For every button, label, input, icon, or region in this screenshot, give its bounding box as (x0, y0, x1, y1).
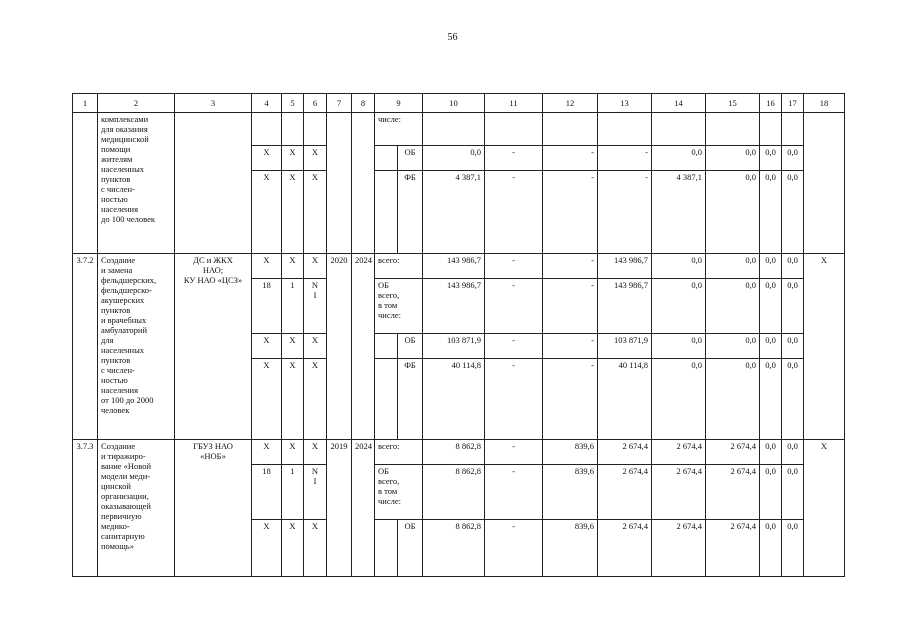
measure-name-line: человек (101, 405, 130, 416)
row-number: 3.7.3 (73, 440, 98, 577)
table-row (73, 113, 845, 146)
value-col11: - (485, 440, 543, 465)
indicator-col6 (304, 279, 327, 334)
indicator-col4: X (252, 520, 282, 577)
indicator-col4: 18 (252, 279, 282, 334)
measure-name-line: для оказания (101, 124, 148, 135)
value-col16: 0,0 (760, 359, 782, 440)
measure-name-line: санитарную (101, 531, 145, 542)
measure-name-line: модели меди- (101, 471, 151, 482)
indicator-col6: X (304, 146, 327, 171)
executor-line: «НОБ» (200, 451, 226, 462)
value-col13: 103 871,9 (598, 334, 652, 359)
indicator-col5: X (282, 359, 304, 440)
indicator-col5: X (282, 440, 304, 465)
value-col15: 0,0 (706, 279, 760, 334)
indicator-line: X (311, 521, 319, 531)
indicator-col6 (304, 254, 327, 279)
year-start (327, 113, 352, 254)
measure-name (98, 113, 175, 254)
header-cell: 16 (760, 94, 782, 113)
measure-name-line: с числен- (101, 365, 135, 376)
indicator-col4: X (252, 359, 282, 440)
value-col16: 0,0 (760, 146, 782, 171)
indicator-col4: X (252, 440, 282, 465)
value-col13: 40 114,8 (598, 359, 652, 440)
measure-name-line: с числен- (101, 184, 135, 195)
header-cell: 3 (175, 94, 252, 113)
header-cell: 15 (706, 94, 760, 113)
table-row (73, 440, 845, 465)
year-end (352, 113, 375, 254)
value-col16 (760, 113, 782, 146)
value-col16: 0,0 (760, 334, 782, 359)
measure-name-line: населения (101, 204, 138, 215)
measure-name-line: амбулаторий (101, 325, 148, 336)
value-col15: 0,0 (706, 146, 760, 171)
value-col17: 0,0 (782, 279, 804, 334)
value-col10 (423, 113, 485, 146)
value-col15 (706, 113, 760, 146)
measure-name-line: фельдшерских, (101, 275, 157, 286)
value-col11: - (485, 279, 543, 334)
value-col10: 8 862,8 (423, 440, 485, 465)
header-cell: 18 (804, 94, 845, 113)
header-cell: 2 (98, 94, 175, 113)
measure-name-line: медико- (101, 521, 130, 532)
funding-source-indent (375, 334, 398, 359)
value-col10: 0,0 (423, 146, 485, 171)
indicator-col5: 1 (282, 279, 304, 334)
value-col12: - (543, 279, 598, 334)
row-number: 3.7.2 (73, 254, 98, 440)
page-number: 56 (447, 32, 458, 43)
executor (175, 440, 252, 577)
measure-name-line: пунктов (101, 355, 131, 366)
header-cell: 17 (782, 94, 804, 113)
value-col15: 2 674,4 (706, 440, 760, 465)
value-col15: 0,0 (706, 334, 760, 359)
funding-source-label (375, 465, 423, 520)
measure-name-line: вание «Новой (101, 461, 152, 472)
table-body (73, 113, 845, 577)
indicator-col4: X (252, 254, 282, 279)
value-col14: 2 674,4 (652, 520, 706, 577)
value-col12: - (543, 254, 598, 279)
funding-source: ОБ (398, 334, 423, 359)
measure-name-line: Создание (101, 255, 136, 265)
header-cell: 4 (252, 94, 282, 113)
header-cell: 1 (73, 94, 98, 113)
measure-name (98, 254, 175, 440)
value-col17 (782, 113, 804, 146)
measure-name-line: и замена (101, 265, 133, 276)
value-col15: 2 674,4 (706, 465, 760, 520)
measure-name (98, 440, 175, 577)
value-col15: 0,0 (706, 171, 760, 254)
measure-name-line: населенных (101, 345, 145, 356)
value-col12: - (543, 334, 598, 359)
funding-source: ОБ (398, 520, 423, 577)
measure-name-line: ностью (101, 194, 128, 205)
value-col13: 143 986,7 (598, 279, 652, 334)
measure-name-line: акушерских (101, 295, 145, 306)
funding-source-line: в том (378, 300, 398, 311)
year-start: 2019 (327, 440, 352, 577)
indicator-col6 (304, 440, 327, 465)
value-col12 (543, 113, 598, 146)
year-start: 2020 (327, 254, 352, 440)
value-col14: 4 387,1 (652, 171, 706, 254)
value-col14: 0,0 (652, 279, 706, 334)
value-col16: 0,0 (760, 254, 782, 279)
value-col10: 40 114,8 (423, 359, 485, 440)
executor (175, 113, 252, 254)
indicator-col6: X (304, 171, 327, 254)
value-col14: 0,0 (652, 146, 706, 171)
header-cell: 8 (352, 94, 375, 113)
header-cell: 6 (304, 94, 327, 113)
value-col10: 4 387,1 (423, 171, 485, 254)
value-col13: 143 986,7 (598, 254, 652, 279)
measure-name-line: оказывающей (101, 501, 151, 512)
indicator-col6 (304, 334, 327, 359)
measure-name-line: помощь» (101, 541, 134, 552)
funding-source-line: ОБ (378, 466, 390, 476)
value-col13: 2 674,4 (598, 440, 652, 465)
value-col12: - (543, 146, 598, 171)
measure-name-line: комплексами (101, 114, 149, 124)
header-cell: 13 (598, 94, 652, 113)
header-cell: 9 (375, 94, 423, 113)
value-col15: 0,0 (706, 359, 760, 440)
value-col11: - (485, 359, 543, 440)
indicator-col5: 1 (282, 465, 304, 520)
funding-source-line: числе: (378, 310, 401, 321)
value-col10: 143 986,7 (423, 254, 485, 279)
measure-name-line: и тиражиро- (101, 451, 146, 462)
funding-source-line: всего, (378, 290, 400, 301)
funding-source-indent (375, 146, 398, 171)
measure-name-line: Создание (101, 441, 136, 451)
year-end: 2024 (352, 254, 375, 440)
funding-source-label: числе: (375, 113, 423, 146)
value-col16: 0,0 (760, 520, 782, 577)
header-cell: 14 (652, 94, 706, 113)
value-col10: 8 862,8 (423, 465, 485, 520)
indicator-col5: X (282, 520, 304, 577)
value-col13: - (598, 171, 652, 254)
value-col12: - (543, 359, 598, 440)
budget-table (72, 93, 845, 577)
measure-name-line: ностью (101, 375, 128, 386)
indicator-col6 (304, 359, 327, 440)
funding-source: ОБ (398, 146, 423, 171)
executor-line: ГБУЗ НАО (193, 441, 233, 451)
measure-name-line: для (101, 335, 114, 346)
funding-source-line: ОБ (378, 280, 390, 290)
value-col13: - (598, 146, 652, 171)
header-cell: 12 (543, 94, 598, 113)
funding-source-line: в том (378, 486, 398, 497)
executor-line: ДС и ЖКХ (193, 255, 233, 265)
indicator-line: X (311, 255, 319, 265)
value-col14: 2 674,4 (652, 440, 706, 465)
funding-source-line: всего: (378, 441, 400, 451)
row-number (73, 113, 98, 254)
year-end: 2024 (352, 440, 375, 577)
value-col15: 0,0 (706, 254, 760, 279)
header-cell: 5 (282, 94, 304, 113)
value-col13: 2 674,4 (598, 520, 652, 577)
value-col16: 0,0 (760, 465, 782, 520)
measure-name-line: пунктов (101, 174, 131, 185)
value-col16: 0,0 (760, 440, 782, 465)
value-col14: 0,0 (652, 334, 706, 359)
indicator-line: N (311, 280, 319, 290)
funding-source-line: всего: (378, 255, 400, 265)
value-col17: 0,0 (782, 440, 804, 465)
executor-line: КУ НАО «ЦСЗ» (183, 275, 243, 286)
funding-source-line: числе: (378, 496, 401, 507)
measure-name-line: населенных (101, 164, 145, 175)
value-col11: - (485, 146, 543, 171)
value-col11: - (485, 171, 543, 254)
value-col12: 839,6 (543, 520, 598, 577)
header-cell: 11 (485, 94, 543, 113)
value-col17: 0,0 (782, 520, 804, 577)
funding-source-indent (375, 520, 398, 577)
indicator-col6 (304, 520, 327, 577)
result-col18 (804, 113, 845, 254)
value-col13: 2 674,4 (598, 465, 652, 520)
funding-source-indent (375, 359, 398, 440)
indicator-col4: 18 (252, 465, 282, 520)
value-col12: 839,6 (543, 440, 598, 465)
value-col10: 103 871,9 (423, 334, 485, 359)
header-cell: 10 (423, 94, 485, 113)
value-col17: 0,0 (782, 465, 804, 520)
measure-name-line: от 100 до 2000 (101, 395, 154, 406)
indicator-col5: X (282, 334, 304, 359)
header-row (73, 94, 845, 113)
measure-name-line: населения (101, 385, 138, 396)
value-col11: - (485, 334, 543, 359)
value-col17: 0,0 (782, 171, 804, 254)
value-col14: 2 674,4 (652, 465, 706, 520)
measure-name-line: помощи (101, 144, 131, 155)
result-col18: X (804, 254, 845, 440)
value-col12: 839,6 (543, 465, 598, 520)
value-col16: 0,0 (760, 279, 782, 334)
indicator-line: I (313, 476, 317, 487)
indicator-col4: X (252, 171, 282, 254)
value-col11: - (485, 465, 543, 520)
table-row (73, 254, 845, 279)
indicator-col4: X (252, 334, 282, 359)
value-col17: 0,0 (782, 146, 804, 171)
measure-name-line: жителям (101, 154, 133, 165)
value-col10: 143 986,7 (423, 279, 485, 334)
value-col12: - (543, 171, 598, 254)
indicator-col4: X (252, 146, 282, 171)
indicator-line: X (311, 360, 319, 370)
measure-name-line: цинской (101, 481, 131, 492)
value-col17: 0,0 (782, 334, 804, 359)
measure-name-line: фельдшерско- (101, 285, 152, 296)
funding-source-label (375, 254, 423, 279)
executor-line: НАО; (202, 265, 224, 276)
measure-name-line: до 100 человек (101, 214, 155, 225)
value-col11 (485, 113, 543, 146)
value-col11: - (485, 520, 543, 577)
value-col14: 0,0 (652, 359, 706, 440)
measure-name-line: первичную (101, 511, 142, 522)
funding-source-line: всего, (378, 476, 400, 487)
indicator-col5: X (282, 146, 304, 171)
measure-name-line: организации, (101, 491, 149, 502)
measure-name-line: медицинской (101, 134, 149, 145)
indicator-col5 (282, 113, 304, 146)
indicator-col5: X (282, 254, 304, 279)
indicator-line: X (311, 335, 319, 345)
result-col18: X (804, 440, 845, 577)
indicator-line: X (311, 441, 319, 451)
indicator-line: I (313, 290, 317, 301)
funding-source-indent (375, 171, 398, 254)
measure-name-line: и врачебных (101, 315, 147, 326)
indicator-col6 (304, 465, 327, 520)
value-col11: - (485, 254, 543, 279)
indicator-col5: X (282, 171, 304, 254)
value-col15: 2 674,4 (706, 520, 760, 577)
value-col17: 0,0 (782, 254, 804, 279)
value-col14: 0,0 (652, 254, 706, 279)
funding-source: ФБ (398, 171, 423, 254)
funding-source: ФБ (398, 359, 423, 440)
funding-source-label (375, 279, 423, 334)
funding-source-label (375, 440, 423, 465)
value-col14 (652, 113, 706, 146)
value-col13 (598, 113, 652, 146)
header-cell: 7 (327, 94, 352, 113)
indicator-line: N (311, 466, 319, 476)
indicator-col4 (252, 113, 282, 146)
measure-name-line: пунктов (101, 305, 131, 316)
executor (175, 254, 252, 440)
value-col10: 8 862,8 (423, 520, 485, 577)
value-col17: 0,0 (782, 359, 804, 440)
value-col16: 0,0 (760, 171, 782, 254)
indicator-col6 (304, 113, 327, 146)
